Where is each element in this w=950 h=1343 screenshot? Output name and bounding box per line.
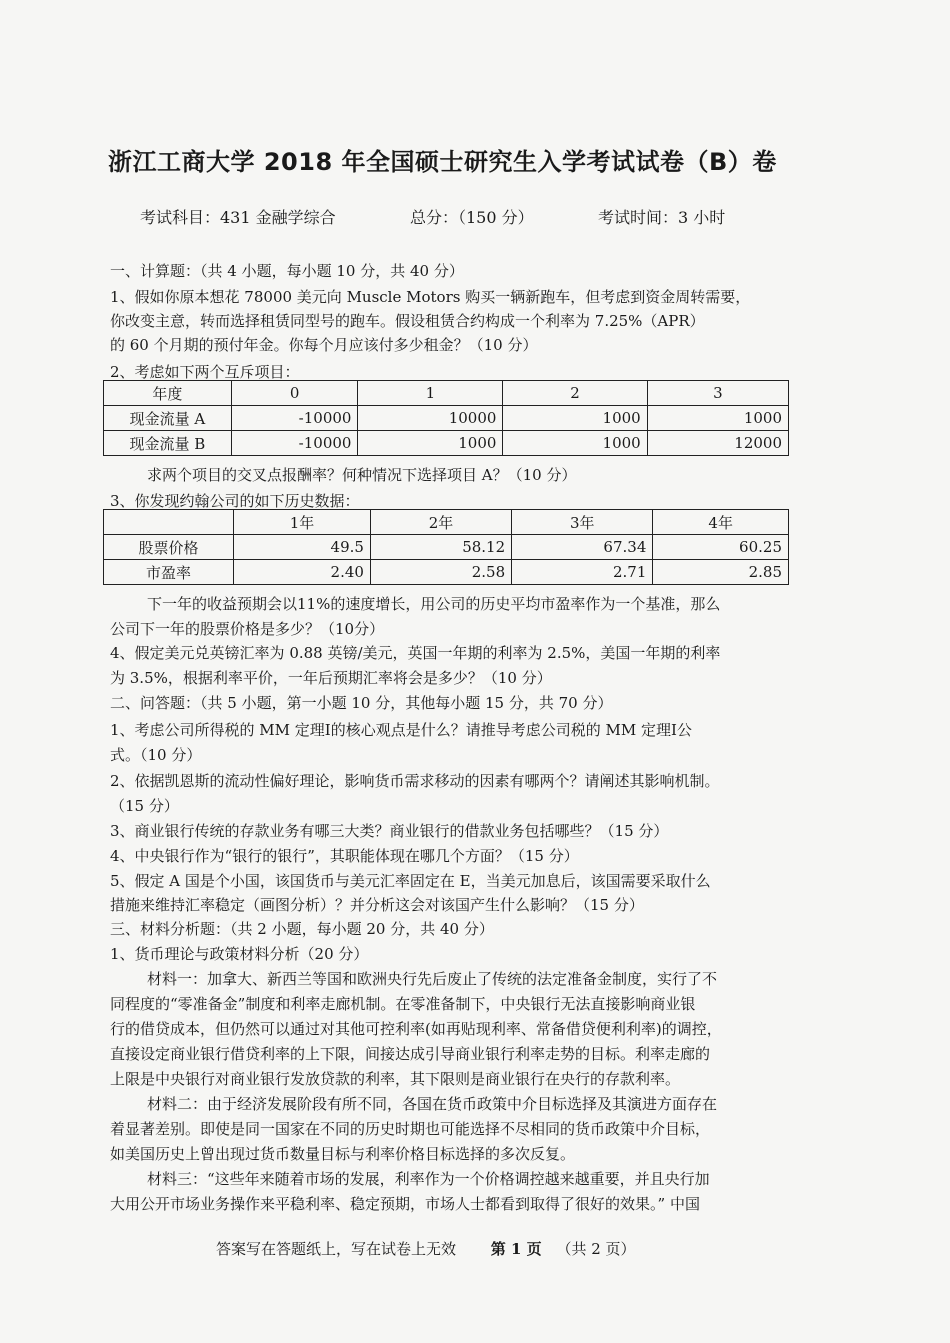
row-label: 现金流量 A <box>104 406 232 431</box>
material2-line: 如美国历史上曾出现过货币数量目标与利率价格目标选择的多次反复。 <box>110 1145 576 1163</box>
section2-line: 5、假定 A 国是个小国，该国货币与美元汇率固定在 E，当美元加息后，该国需要采取什么 <box>110 872 711 890</box>
q2-intro: 2、考虑如下两个互斥项目： <box>110 363 300 381</box>
table-header-row <box>104 510 789 535</box>
row-label: 现金流量 B <box>104 431 232 456</box>
section2-line: 2、依据凯恩斯的流动性偏好理论，影响货币需求移动的因素有哪两个？请阐述其影响机制。 <box>110 772 720 790</box>
row-label: 市盈率 <box>104 560 234 585</box>
stock-history-table <box>103 509 789 585</box>
section2-line: 4、中央银行作为“银行的银行”，其职能体现在哪几个方面？（15 分） <box>110 847 579 865</box>
section3-q1-title: 1、货币理论与政策材料分析（20 分） <box>110 945 369 963</box>
page-number: 第 1 页 <box>490 1240 542 1258</box>
section2-line: 3、商业银行传统的存款业务有哪三大类？商业银行的借款业务包括哪些？（15 分） <box>110 822 669 840</box>
q1-line: 1、假如你原本想花 78000 美元向 Muscle Motors 购买一辆新跑车，但考虑到资金周转需要， <box>110 288 751 306</box>
table-cell: -10000 <box>231 431 358 456</box>
table-header-cell: 0 <box>231 381 358 406</box>
section2-line: 式。（10 分） <box>110 746 202 764</box>
exam-subject: 考试科目：431 金融学综合 <box>140 208 336 227</box>
table-cell: 10000 <box>358 406 503 431</box>
table-row <box>104 431 789 456</box>
material2-line: 材料二：由于经济发展阶段有所不同，各国在货币政策中介目标选择及其演进方面存在 <box>147 1095 718 1113</box>
page-footer <box>216 1238 636 1259</box>
table-cell: 58.12 <box>370 535 511 560</box>
table-cell: 49.5 <box>234 535 371 560</box>
material1-line: 材料一：加拿大、新西兰等国和欧洲央行先后废止了传统的法定准备金制度，实行了不 <box>147 970 718 988</box>
exam-time: 考试时间：3 小时 <box>598 208 726 227</box>
table-header-row <box>104 381 789 406</box>
material3-line: 大用公开市场业务操作来平稳利率、稳定预期，市场人士都看到取得了很好的效果。” 中国 <box>110 1195 700 1213</box>
section2-line: （15 分） <box>110 797 179 815</box>
section2-heading: 二、问答题：（共 5 小题，第一小题 10 分，其他每小题 15 分，共 70 分） <box>110 694 613 712</box>
table-cell: 60.25 <box>653 535 789 560</box>
table-header-cell: 3 <box>647 381 788 406</box>
q3-intro: 3、你发现约翰公司的如下历史数据： <box>110 492 360 510</box>
table-cell: 1000 <box>358 431 503 456</box>
material1-line: 上限是中央银行对商业银行发放贷款的利率，其下限则是商业银行在央行的存款利率。 <box>110 1070 681 1088</box>
material3-line: 材料三：“这些年来随着市场的发展，利率作为一个价格调控越来越重要，并且央行加 <box>147 1170 710 1188</box>
q3-question: 公司下一年的股票价格是多少？（10分） <box>110 620 385 638</box>
section2-line: 1、考虑公司所得税的 MM 定理Ⅰ的核心观点是什么？请推导考虑公司税的 MM 定理Ⅰ公 <box>110 721 692 739</box>
page-total: （共 2 页） <box>556 1240 636 1258</box>
table-header-cell: 1 <box>358 381 503 406</box>
table-header-cell <box>104 510 234 535</box>
q4-line: 为 3.5%，根据利率平价，一年后预期汇率将会是多少？（10 分） <box>110 669 552 687</box>
page-title: 浙江工商大学 2018 年全国硕士研究生入学考试试卷（B）卷 <box>108 148 777 176</box>
table-cell: -10000 <box>231 406 358 431</box>
table-header-cell: 1年 <box>234 510 371 535</box>
q3-question: 下一年的收益预期会以11%的速度增长，用公司的历史平均市盈率作为一个基准，那么 <box>147 595 721 613</box>
table-header-cell: 年度 <box>104 381 232 406</box>
table-cell: 2.85 <box>653 560 789 585</box>
section3-heading: 三、材料分析题：（共 2 小题，每小题 20 分，共 40 分） <box>110 920 494 938</box>
section1-heading: 一、计算题：（共 4 小题，每小题 10 分，共 40 分） <box>110 262 464 280</box>
row-label: 股票价格 <box>104 535 234 560</box>
table-cell: 1000 <box>503 431 647 456</box>
table-cell: 2.40 <box>234 560 371 585</box>
q1-line: 的 60 个月期的预付年金。你每个月应该付多少租金？（10 分） <box>110 336 538 354</box>
q4-line: 4、假定美元兑英镑汇率为 0.88 英镑/美元，英国一年期的利率为 2.5%，美国一年期的利率 <box>110 644 721 662</box>
table-header-cell: 4年 <box>653 510 789 535</box>
table-cell: 1000 <box>503 406 647 431</box>
table-header-cell: 2 <box>503 381 647 406</box>
table-cell: 12000 <box>647 431 788 456</box>
material1-line: 直接设定商业银行借贷利率的上下限，间接达成引导商业银行利率走势的目标。利率走廊的 <box>110 1045 711 1063</box>
total-score: 总分：（150 分） <box>410 208 534 227</box>
table-cell: 1000 <box>647 406 788 431</box>
table-row <box>104 535 789 560</box>
table-cell: 67.34 <box>512 535 653 560</box>
table-row <box>104 406 789 431</box>
table-cell: 2.71 <box>512 560 653 585</box>
table-header-cell: 2年 <box>370 510 511 535</box>
material2-line: 着显著差别。即使是同一国家在不同的历史时期也可能选择不尽相同的货币政策中介目标， <box>110 1120 711 1138</box>
material1-line: 行的借贷成本，但仍然可以通过对其他可控利率(如再贴现利率、常备借贷便利利率)的调控， <box>110 1020 722 1038</box>
material1-line: 同程度的“零准备金”制度和利率走廊机制。在零准备制下，中央银行无法直接影响商业银 <box>110 995 696 1013</box>
q1-line: 你改变主意，转而选择租赁同型号的跑车。假设租赁合约构成一个利率为 7.25%（APR） <box>110 312 705 330</box>
q2-question: 求两个项目的交叉点报酬率？何种情况下选择项目 A？（10 分） <box>147 466 577 484</box>
cashflow-table <box>103 380 789 456</box>
table-row <box>104 560 789 585</box>
table-header-cell: 3年 <box>512 510 653 535</box>
section2-line: 措施来维持汇率稳定（画图分析）？并分析这会对该国产生什么影响？（15 分） <box>110 896 644 914</box>
table-cell: 2.58 <box>370 560 511 585</box>
answer-note: 答案写在答题纸上，写在试卷上无效 <box>216 1240 457 1258</box>
